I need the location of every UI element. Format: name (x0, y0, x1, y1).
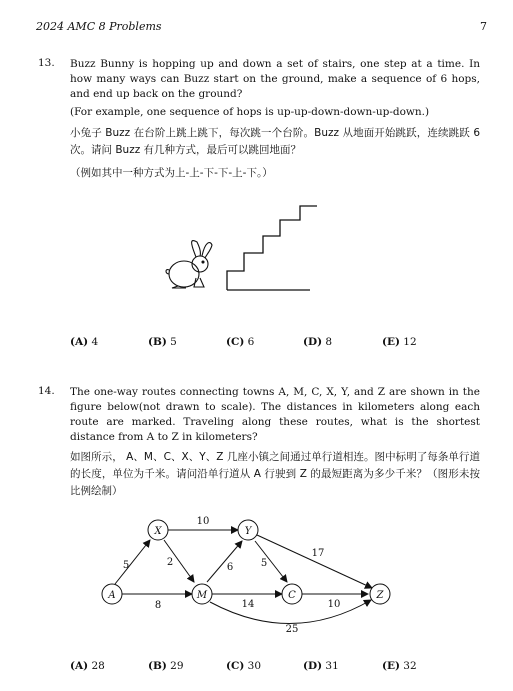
weight-m-c: 14 (241, 599, 255, 610)
choice-value: 4 (91, 336, 99, 348)
weight-a-x: 5 (122, 560, 130, 571)
weight-m-y: 6 (226, 562, 234, 573)
route-graph (92, 510, 412, 640)
choice-c[interactable] (226, 660, 261, 672)
problem-14-text-zh: 如图所示， A、M、C、X、Y、Z 几座小镇之间通过单行道相连。图中标明了每条单行道的长度，单位为千米。请问沿单行道从 A 行驶到 Z 的最短距离为多少千米？（图形未按比例绘制） (70, 451, 480, 497)
page-number: 7 (480, 20, 487, 33)
problem-13-example-zh: （例如其中一种方式为上-上-下-下-上-下。） (70, 167, 273, 179)
problem-13-example: (For example, one sequence of hops is up-up-down-down-up-down.) (70, 106, 430, 118)
choice-d[interactable] (303, 660, 339, 672)
choice-b[interactable] (148, 336, 177, 348)
weight-x-y: 10 (196, 516, 210, 527)
choice-value: 6 (247, 336, 255, 348)
choice-value: 12 (403, 336, 417, 348)
stairs-icon (227, 206, 317, 290)
choice-value: 31 (325, 660, 339, 672)
choice-label: (D) (303, 660, 323, 672)
choice-label: (B) (148, 660, 167, 672)
choice-label: (D) (303, 336, 323, 348)
node-label-z: Z (376, 590, 384, 601)
choice-label: (B) (148, 336, 167, 348)
choice-value: 30 (247, 660, 262, 672)
choice-label: (A) (70, 336, 89, 348)
choice-e[interactable] (382, 660, 417, 672)
node-label-a: A (108, 590, 116, 601)
problem-13-text-zh: 小兔子 Buzz 在台阶上跳上跳下，每次跳一个台阶。Buzz 从地面开始跳跃，连续跳跃 6 次。请问 Buzz 有几种方式，最后可以跳回地面？ (70, 127, 480, 156)
weight-y-z: 17 (311, 548, 325, 559)
choice-value: 32 (403, 660, 417, 672)
problem-14-number: 14. (38, 385, 55, 397)
choice-value: 5 (170, 336, 177, 348)
weight-x-m: 2 (166, 557, 174, 568)
weight-c-z: 10 (327, 599, 341, 610)
node-label-x: X (154, 526, 162, 537)
bunny-icon (166, 241, 212, 288)
choice-value: 29 (170, 660, 184, 672)
choice-a[interactable] (70, 660, 105, 672)
problem-14-text: The one-way routes connecting towns A, M, C, X, Y, and Z are shown in the figure below(not drawn to scale). The distances in kilometers along each route are marked. Traveling along these routes, what is the shortest distance from A to Z in kilometers? (70, 386, 480, 443)
choice-c[interactable] (226, 336, 254, 348)
choice-label: (E) (382, 336, 400, 348)
choice-b[interactable] (148, 660, 184, 672)
bunny-stairs-figure (160, 198, 330, 296)
choice-d[interactable] (303, 336, 332, 348)
weight-m-z: 25 (285, 624, 299, 635)
weight-y-c: 5 (260, 558, 268, 569)
node-label-y: Y (244, 526, 252, 537)
problem-13-text: Buzz Bunny is hopping up and down a set of stairs, one step at a time. In how many ways can Buzz start on the ground, make a sequence of 6 hops, and end up back on the ground? (70, 58, 480, 100)
choice-label: (C) (226, 336, 245, 348)
node-label-c: C (288, 590, 296, 601)
edge-a-x (115, 540, 150, 584)
choice-value: 8 (325, 336, 333, 348)
choice-label: (C) (226, 660, 245, 672)
choice-label: (E) (382, 660, 400, 672)
edge-y-z (257, 535, 372, 588)
choice-value: 28 (91, 660, 105, 672)
edge-m-y (207, 541, 242, 582)
running-header: 2024 AMC 8 Problems (36, 20, 162, 33)
choice-a[interactable] (70, 336, 98, 348)
choice-e[interactable] (382, 336, 417, 348)
weight-a-m: 8 (154, 600, 162, 611)
problem-13-number: 13. (38, 57, 55, 69)
node-label-m: M (196, 590, 208, 601)
choice-label: (A) (70, 660, 89, 672)
